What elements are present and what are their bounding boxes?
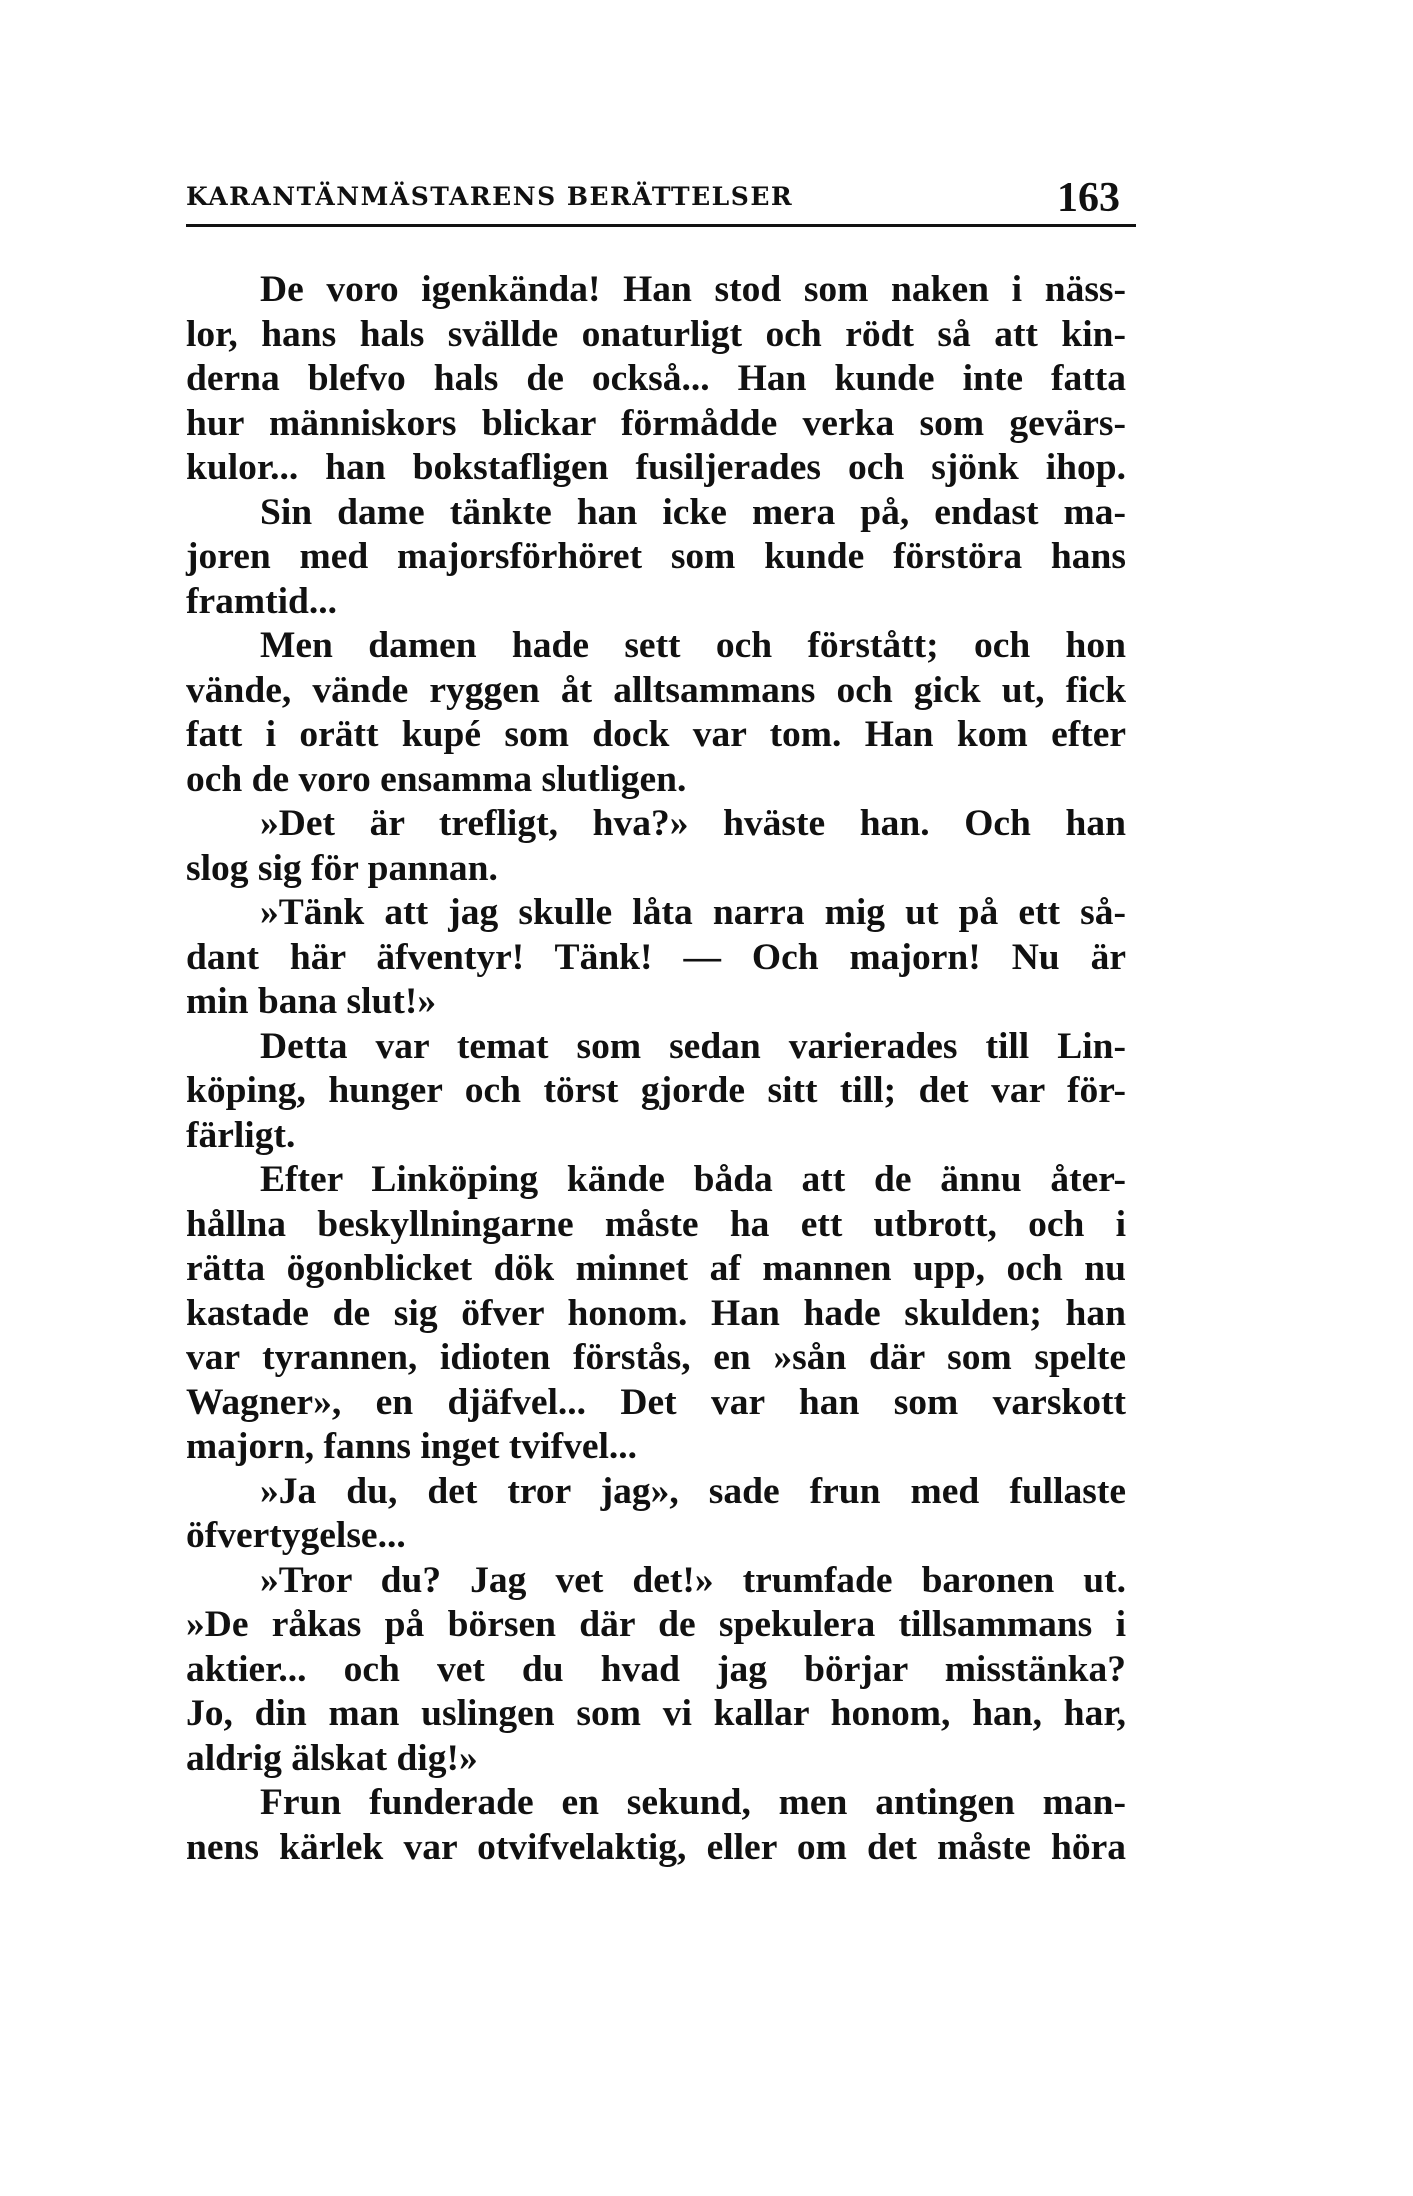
text-line: Men damen hade sett och förstått; och hon — [260, 625, 1126, 666]
text-line: Wagner», en djäfvel... Det var han som varskott — [186, 1381, 1126, 1423]
text-line: Jo, din man uslingen som vi kallar honom, han, har, — [186, 1693, 1126, 1734]
text-line: lor, hans hals svällde onaturligt och rödt så att kin- — [186, 313, 1126, 355]
text-line: slog sig för pannan. — [186, 847, 498, 889]
text-line: kastade de sig öfver honom. Han hade skulden; han — [186, 1292, 1126, 1334]
running-title: KARANTÄNMÄSTARENS BERÄTTELSER — [186, 182, 794, 211]
text-line: joren med majorsförhöret som kunde förstöra hans — [186, 536, 1126, 577]
text-line: rätta ögonblicket dök minnet af mannen upp, och nu — [186, 1248, 1126, 1289]
text-line: var tyrannen, idioten förstås, en »sån där som spelte — [186, 1337, 1126, 1378]
text-line: fatt i orätt kupé som dock var tom. Han kom efter — [186, 714, 1126, 755]
text-line: »Tror du? Jag vet det!» trumfade baronen ut. — [260, 1559, 1126, 1601]
text-line: De voro igenkända! Han stod som naken i näss- — [260, 269, 1126, 310]
text-line: aldrig älskat dig!» — [186, 1737, 478, 1779]
text-line: hållna beskyllningarne måste ha ett utbrott, och i — [186, 1203, 1126, 1245]
text-line: Efter Linköping kände båda att de ännu åter- — [260, 1159, 1126, 1200]
text-line: »Ja du, det tror jag», sade frun med fullaste — [260, 1470, 1126, 1512]
text-line: majorn, fanns inget tvifvel... — [186, 1426, 638, 1467]
body-text — [186, 268, 1126, 1870]
text-line: hur människors blickar förmådde verka som gevärs- — [186, 402, 1126, 444]
text-line: Sin dame tänkte han icke mera på, endast ma- — [260, 491, 1126, 533]
text-line: öfvertygelse... — [186, 1515, 406, 1556]
text-line: aktier... och vet du hvad jag börjar misstänka? — [186, 1648, 1126, 1690]
page-header — [186, 175, 1126, 230]
text-line: nens kärlek var otvifvelaktig, eller om det måste höra — [186, 1826, 1126, 1868]
text-line: köping, hunger och törst gjorde sitt till; det var för- — [186, 1070, 1126, 1111]
header-rule — [186, 224, 1136, 227]
text-line: Detta var temat som sedan varierades till Lin- — [260, 1025, 1126, 1067]
text-line: färligt. — [186, 1114, 296, 1156]
text-line: »Tänk att jag skulle låta narra mig ut på ett så- — [260, 892, 1126, 933]
page-number: 163 — [1057, 175, 1120, 221]
text-line: framtid... — [186, 580, 338, 622]
text-line: dant här äfventyr! Tänk! — Och majorn! Nu är — [186, 936, 1126, 978]
text-line: min bana slut!» — [186, 981, 437, 1022]
text-line: »Det är trefligt, hva?» hväste han. Och han — [260, 803, 1126, 844]
text-line: och de voro ensamma slutligen. — [186, 758, 687, 800]
text-line: Frun funderade en sekund, men antingen man- — [260, 1782, 1126, 1823]
text-line: kulor... han bokstafligen fusiljerades och sjönk ihop. — [186, 447, 1126, 488]
text-line: »De råkas på börsen där de spekulera tillsammans i — [186, 1604, 1126, 1645]
text-line: derna blefvo hals de också... Han kunde inte fatta — [186, 358, 1126, 399]
text-line: vände, vände ryggen åt alltsammans och gick ut, fick — [186, 669, 1126, 711]
